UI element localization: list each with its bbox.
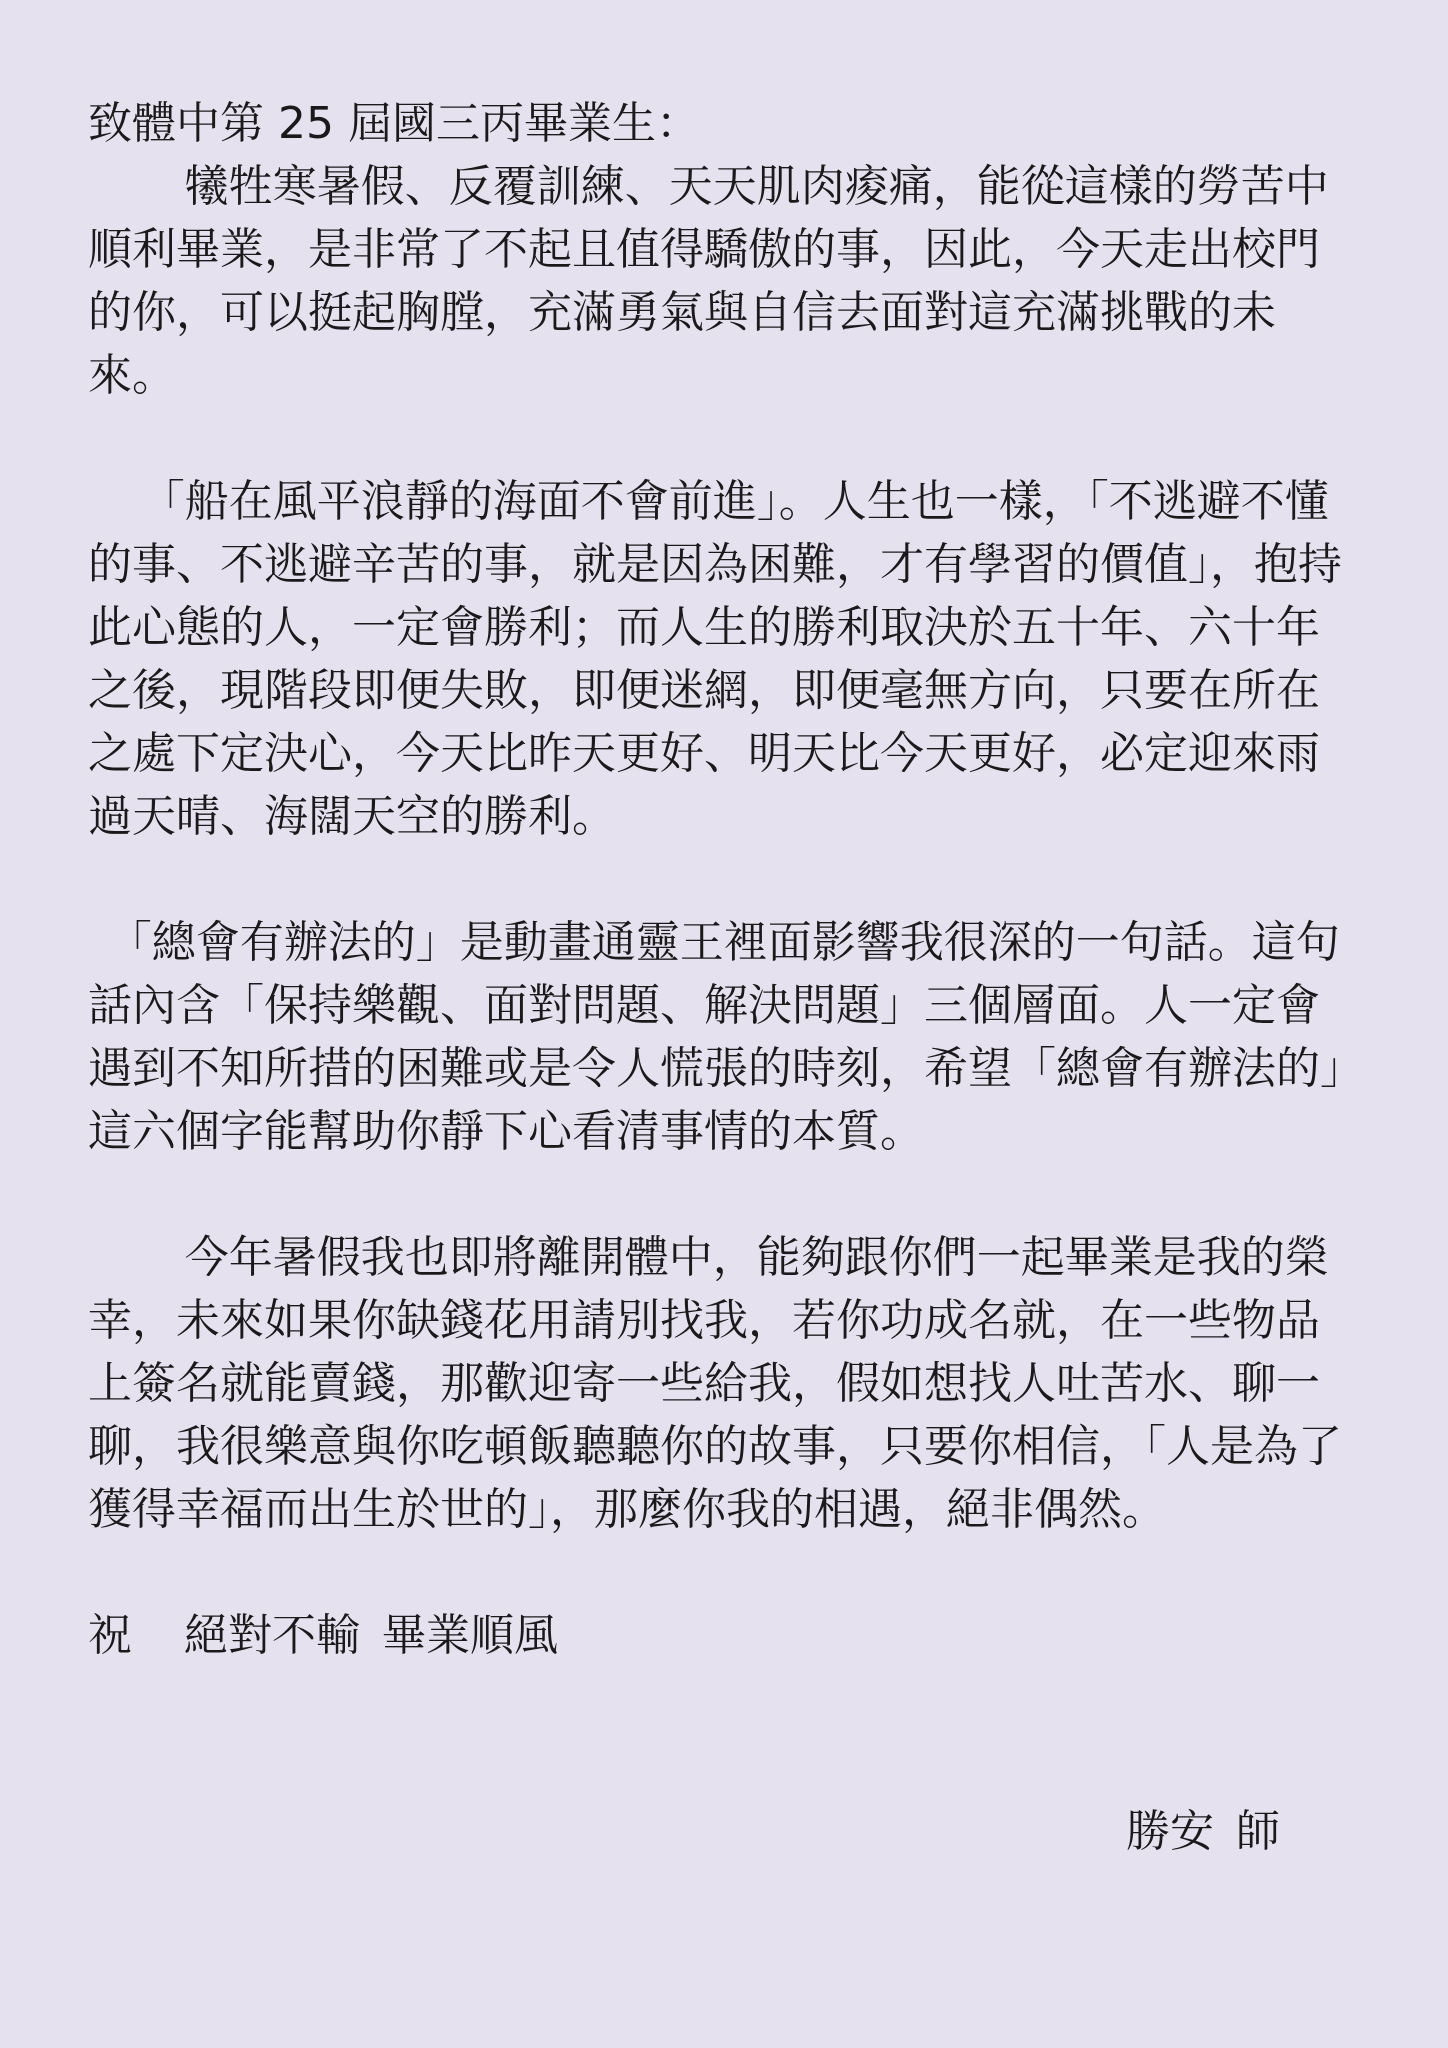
paragraph-1: 犧牲寒暑假、反覆訓練、天天肌肉痠痛，能從這樣的勞苦中順利畢業，是非常了不起且值得驕傲的事，因此，今天走出校門的你，可以挺起胸膛，充滿勇氣與自信去面對這充滿挑戰的未來。 [88,161,1329,401]
paragraph-4: 今年暑假我也即將離開體中，能夠跟你們一起畢業是我的榮幸，未來如果你缺錢花用請別找我，若你功成名就，在一些物品上簽名就能賣錢，那歡迎寄一些給我，假如想找人吐苦水、聊一聊，我很樂意與你吃頓飯聽聽你的故事，只要你相信，「人是為了獲得幸福而出生於世的」，那麼你我的相遇，絕非偶然。 [88,1232,1342,1535]
paragraph-3: 「總會有辦法的」是動畫通靈王裡面影響我很深的一句話。這句話內含「保持樂觀、面對問題、解決問題」三個層面。人一定會遇到不知所措的困難或是令人慌張的時刻，希望「總會有辦法的」這六個字能幫助你靜下心看清事情的本質。 [88,917,1342,1157]
closing-wishes [88,1604,1360,1667]
salutation: 致體中第 25 屆國三丙畢業生： [88,98,700,149]
closing-wish-2: 畢業順風 [382,1610,558,1661]
closing-zhu: 祝 [88,1610,132,1661]
paragraph-2: 「船在風平浪靜的海面不會前進」。人生也一樣，「不逃避不懂的事、不逃避辛苦的事，就是因為困難，才有學習的價值」，抱持此心態的人，一定會勝利；而人生的勝利取決於五十年、六十年之後，現階段即便失敗，即便迷網，即便毫無方向，只要在所在之處下定決心，今天比昨天更好、明天比今天更好，必定迎來雨過天晴、海闊天空的勝利。 [88,476,1342,842]
signature-name: 勝安 [1126,1806,1214,1857]
closing-wish-1: 絕對不輸 [184,1610,360,1661]
signature-title: 師 [1236,1806,1280,1857]
letter-body [88,92,1360,1667]
signature [1126,1800,1280,1863]
